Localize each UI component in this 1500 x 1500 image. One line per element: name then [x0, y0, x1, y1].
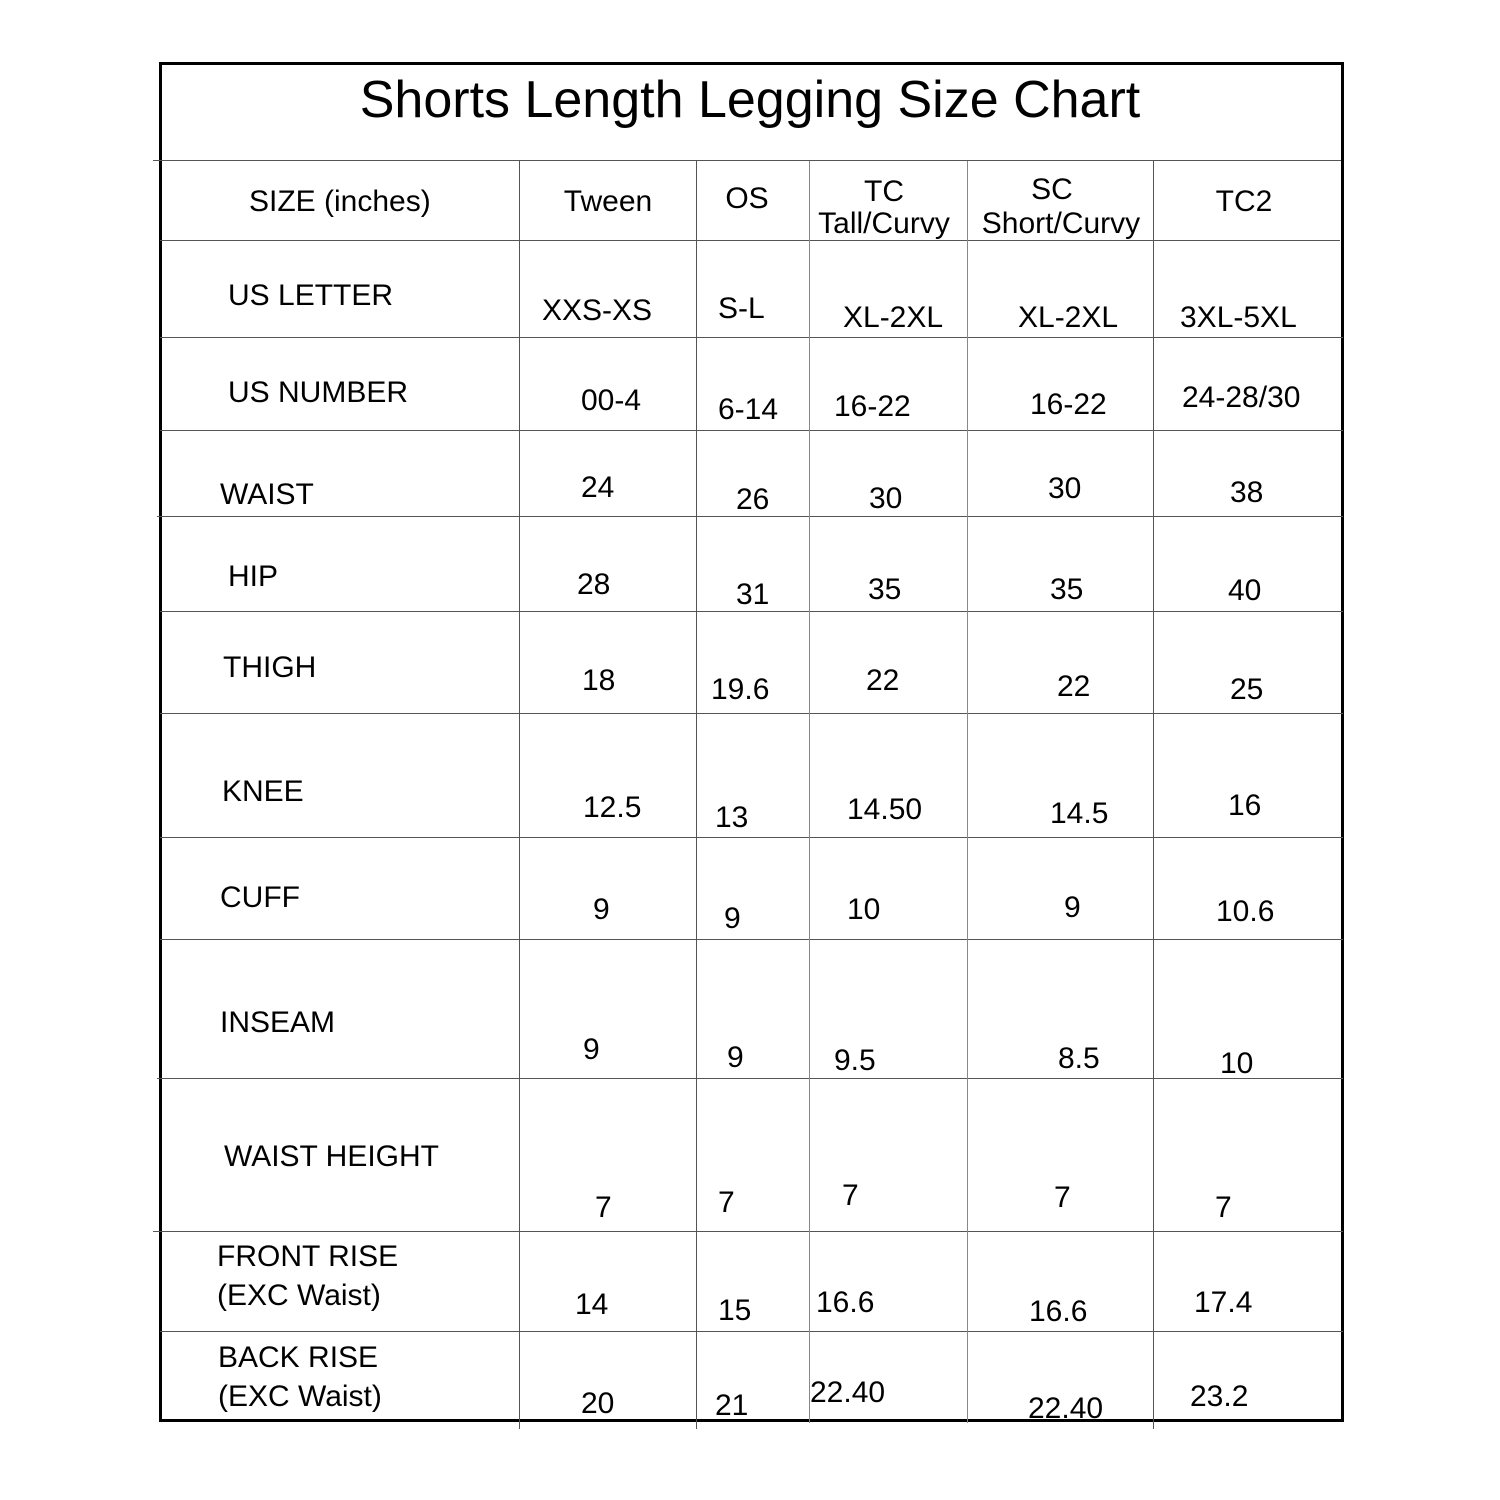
- row-label-front-rise: FRONT RISE: [217, 1240, 399, 1273]
- divider: [160, 1331, 1343, 1332]
- table-cell: 16: [1228, 789, 1262, 822]
- table-cell: 13: [715, 801, 749, 834]
- table-cell: 19.6: [711, 673, 770, 706]
- row-label-front-rise-sub: (EXC Waist): [217, 1279, 381, 1312]
- row-label-hip: HIP: [228, 560, 279, 593]
- row-label-back-rise-sub: (EXC Waist): [218, 1380, 382, 1413]
- row-label-us-number: US NUMBER: [228, 376, 409, 409]
- row-label-cuff: CUFF: [220, 881, 300, 914]
- table-cell: 14.5: [1050, 797, 1109, 830]
- table-cell: 21: [715, 1389, 749, 1422]
- header-col-tween: Tween: [563, 185, 653, 218]
- table-cell: 10: [847, 893, 881, 926]
- table-cell: 38: [1230, 476, 1264, 509]
- table-cell: 24-28/30: [1182, 381, 1301, 414]
- header-col-tc2: TC2: [1215, 185, 1273, 218]
- table-cell: 30: [869, 482, 903, 515]
- table-cell: 18: [582, 664, 616, 697]
- divider: [160, 939, 1343, 940]
- row-label-knee: KNEE: [222, 775, 304, 808]
- divider: [160, 240, 1340, 241]
- table-cell: 30: [1048, 472, 1082, 505]
- table-cell: 9: [724, 902, 741, 935]
- table-cell: 28: [577, 568, 611, 601]
- table-cell: 00-4: [581, 384, 642, 417]
- table-cell: 23.2: [1190, 1380, 1249, 1413]
- table-cell: 14: [575, 1288, 609, 1321]
- table-cell: 26: [736, 483, 770, 516]
- chart-title: Shorts Length Legging Size Chart: [359, 71, 1141, 129]
- table-cell: 7: [595, 1191, 612, 1224]
- divider: [160, 611, 1343, 612]
- table-cell: 25: [1230, 673, 1264, 706]
- row-label-us-letter: US LETTER: [228, 279, 394, 312]
- table-cell: 20: [581, 1387, 615, 1420]
- table-cell: XXS-XS: [542, 294, 653, 327]
- divider: [153, 160, 1341, 161]
- header-col-tc-sub: Tall/Curvy: [818, 207, 950, 240]
- table-cell: 3XL-5XL: [1180, 301, 1297, 334]
- divider: [160, 713, 1343, 714]
- table-cell: 16-22: [1030, 388, 1107, 421]
- row-label-thigh: THIGH: [223, 651, 317, 684]
- table-cell: 6-14: [718, 393, 779, 426]
- header-col-sc-sub: Short/Curvy: [981, 207, 1141, 240]
- header-col-os: OS: [725, 182, 769, 215]
- table-cell: 17.4: [1194, 1286, 1253, 1319]
- table-cell: 16.6: [1029, 1295, 1088, 1328]
- divider: [1153, 161, 1154, 1429]
- table-cell: 12.5: [583, 791, 642, 824]
- divider: [160, 430, 1343, 431]
- header-col-tc: TC: [864, 175, 904, 208]
- divider: [157, 1078, 1343, 1079]
- divider: [809, 161, 810, 1423]
- table-cell: 22.40: [810, 1376, 886, 1409]
- table-cell: 8.5: [1058, 1042, 1100, 1075]
- table-cell: 9: [583, 1033, 600, 1066]
- table-cell: 22.40: [1028, 1392, 1104, 1425]
- row-label-waist-height: WAIST HEIGHT: [224, 1140, 440, 1173]
- table-cell: 15: [718, 1294, 752, 1327]
- table-cell: S-L: [718, 292, 765, 325]
- table-cell: 7: [718, 1186, 735, 1219]
- divider: [696, 161, 697, 1429]
- table-cell: 14.50: [847, 793, 923, 826]
- divider: [967, 161, 968, 1423]
- header-col-sc: SC: [1031, 173, 1073, 206]
- table-cell: 9: [727, 1041, 744, 1074]
- table-cell: 7: [1215, 1191, 1232, 1224]
- table-cell: 9.5: [834, 1044, 876, 1077]
- table-cell: 10: [1220, 1047, 1254, 1080]
- divider: [153, 1231, 1343, 1232]
- size-chart-frame: [159, 62, 1344, 1422]
- row-label-back-rise: BACK RISE: [218, 1341, 379, 1374]
- row-label-waist: WAIST: [220, 478, 314, 511]
- table-cell: 7: [1054, 1181, 1071, 1214]
- table-cell: XL-2XL: [1018, 301, 1119, 334]
- divider: [157, 516, 1343, 517]
- table-cell: 7: [842, 1179, 859, 1212]
- table-cell: 10.6: [1216, 895, 1275, 928]
- table-cell: 9: [1064, 891, 1081, 924]
- table-cell: 22: [866, 664, 900, 697]
- table-cell: 16.6: [816, 1286, 875, 1319]
- table-cell: 22: [1057, 670, 1091, 703]
- table-cell: 35: [868, 573, 902, 606]
- table-cell: 31: [736, 578, 770, 611]
- table-cell: 16-22: [834, 390, 911, 423]
- table-cell: XL-2XL: [843, 301, 944, 334]
- table-cell: 35: [1050, 573, 1084, 606]
- divider: [160, 337, 1343, 338]
- divider: [160, 837, 1343, 838]
- table-cell: 24: [581, 471, 615, 504]
- row-label-inseam: INSEAM: [220, 1006, 336, 1039]
- table-cell: 40: [1228, 574, 1262, 607]
- header-size-label: SIZE (inches): [249, 185, 431, 218]
- divider: [519, 161, 520, 1429]
- table-cell: 9: [593, 893, 610, 926]
